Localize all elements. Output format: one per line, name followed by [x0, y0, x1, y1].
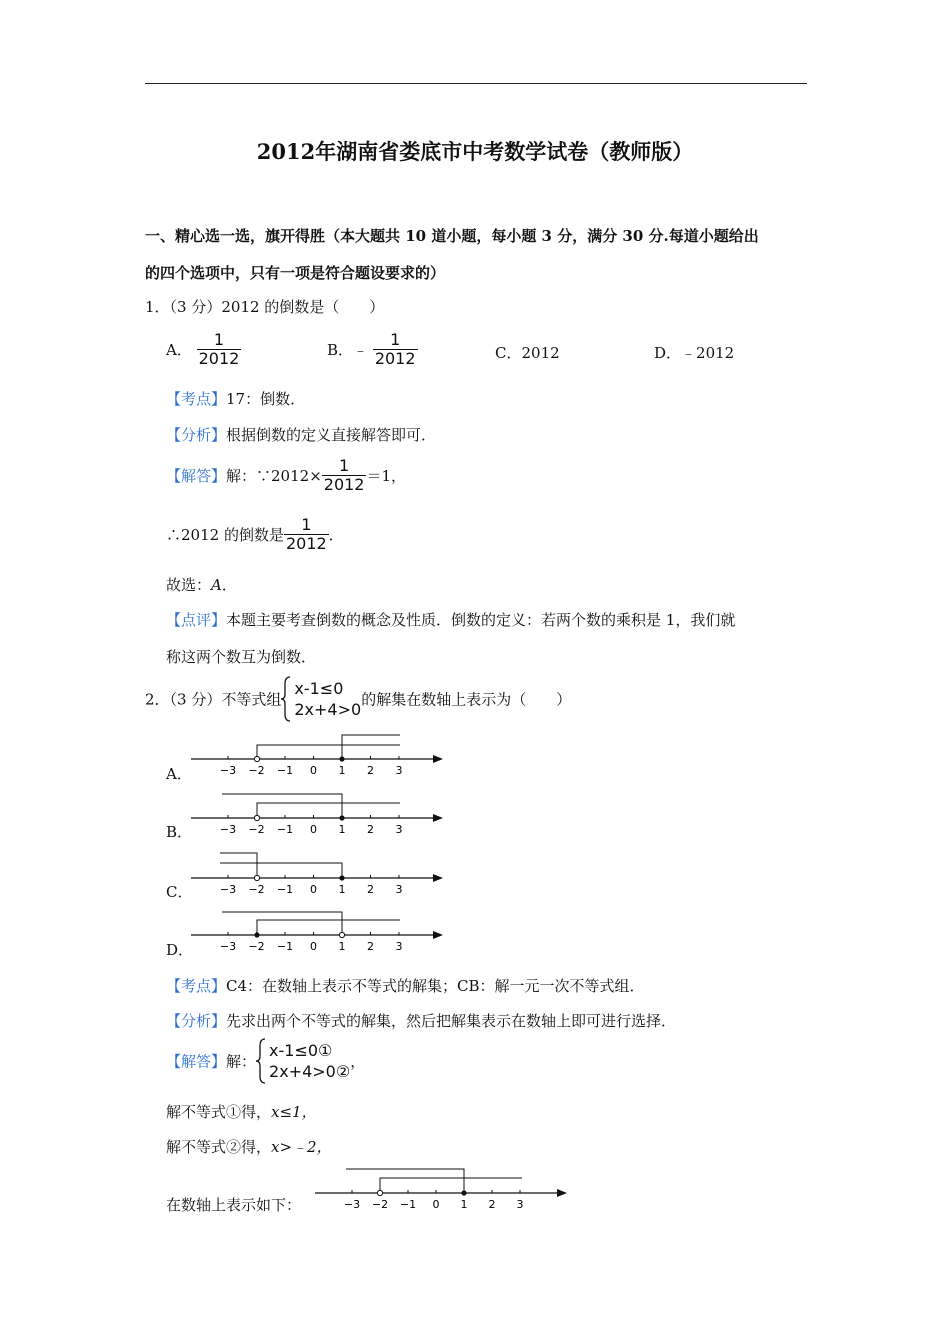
number-line-a — [186, 730, 448, 778]
q2-stem: 2．（3 分）不等式组 x-1≤0 2x+4>0 的解集在数轴上表示为（ ） — [145, 676, 571, 722]
number-line-solution — [310, 1164, 572, 1212]
tick-label: 0 — [310, 764, 317, 777]
page-title: 2012年湖南省娄底市中考数学试卷（教师版） — [256, 139, 694, 164]
tick-label: 0 — [310, 883, 317, 896]
section-heading-line1: 一、精心选一选，旗开得胜（本大题共 10 道小题，每小题 3 分，满分 30 分.每道小题给出 — [145, 227, 759, 245]
q2-step1: 解不等式①得，x≤1， — [166, 1103, 317, 1121]
section-heading-line2: 的四个选项中，只有一项是符合题设要求的） — [145, 264, 446, 282]
tick-label: −3 — [219, 883, 237, 896]
q1-option-a — [166, 331, 241, 368]
tick-label: 0 — [310, 940, 317, 953]
q2-option-c: C． — [166, 883, 193, 901]
q2-jieda: 【解答】解： x-1≤0① 2x+4>0② ， — [166, 1038, 365, 1084]
tick-label: −2 — [248, 883, 265, 896]
tick-label: −3 — [219, 940, 237, 953]
number-line-d — [186, 908, 448, 956]
q2-option-d: D． — [166, 941, 194, 959]
tick-label: −1 — [276, 764, 294, 777]
q2-solution-system: x-1≤0① 2x+4>0② — [256, 1038, 350, 1084]
tick-label: 2 — [367, 823, 374, 836]
tick-label: −3 — [219, 823, 237, 836]
tick-label: −1 — [276, 883, 294, 896]
tick-label: 2 — [367, 883, 374, 896]
tick-label: 3 — [395, 823, 403, 836]
q1-option-d: D．﹣2012 — [654, 344, 735, 362]
tick-label: −2 — [248, 764, 265, 777]
tick-label: 2 — [367, 764, 374, 777]
tick-label: 0 — [310, 823, 317, 836]
tick-label: −2 — [248, 823, 265, 836]
tick-label: −1 — [276, 823, 294, 836]
number-line-c — [186, 850, 448, 898]
q1-dianping-line1: 【点评】本题主要考查倒数的概念及性质．倒数的定义：若两个数的乘积是 1，我们就 — [166, 611, 736, 629]
tick-label: 1 — [338, 764, 346, 777]
tick-label: −1 — [276, 940, 294, 953]
tick-label: 2 — [367, 940, 374, 953]
number-line-b — [186, 790, 448, 838]
tick-label: 2 — [488, 1198, 496, 1211]
q2-fenxi: 【分析】先求出两个不等式的解集，然后把解集表示在数轴上即可进行选择． — [166, 1012, 677, 1030]
tick-label: 1 — [338, 823, 346, 836]
q1-option-b-label: B．﹣ — [327, 341, 369, 359]
tick-label: 3 — [395, 883, 403, 896]
tick-label: −3 — [219, 764, 237, 777]
tick-label: −2 — [248, 940, 265, 953]
tick-label: 3 — [395, 764, 403, 777]
q1-conclusion-fraction: $\frac{1}{2012}$ — [285, 515, 327, 553]
q2-final-text: 在数轴上表示如下： — [166, 1196, 302, 1214]
q2-option-a: A． — [166, 765, 192, 783]
q1-kaodian: 【考点】17：倒数． — [166, 390, 306, 408]
q1-option-c: C．2012 — [495, 344, 560, 362]
tick-label: −2 — [371, 1198, 389, 1211]
brace-icon — [256, 1038, 266, 1084]
tick-label: 1 — [338, 883, 346, 896]
tick-label: −3 — [343, 1198, 361, 1211]
tick-label: −1 — [399, 1198, 417, 1211]
tick-label: 3 — [516, 1198, 524, 1211]
top-rule — [145, 83, 807, 84]
q1-fenxi: 【分析】根据倒数的定义直接解答即可． — [166, 426, 437, 444]
q1-jieda: 【解答】解：∵2012× $\frac{1}{2012}$ ＝1， — [166, 456, 407, 494]
q1-jieda-fraction: $\frac{1}{2012}$ — [323, 456, 365, 494]
q2-inequality-system: x-1≤0 2x+4>0 — [281, 676, 361, 722]
q1-option-a-fraction: $\frac{1}{2012}$ — [198, 330, 240, 368]
tick-label: 1 — [460, 1198, 468, 1211]
q1-stem: 1．（3 分）2012 的倒数是（ ） — [145, 298, 385, 316]
tick-label: 1 — [338, 940, 346, 953]
q2-option-b: B． — [166, 823, 193, 841]
q1-dianping-line2: 称这两个数互为倒数． — [166, 648, 317, 666]
q1-option-a-label: A． — [166, 341, 192, 359]
tick-label: 3 — [395, 940, 403, 953]
q2-kaodian: 【考点】C4：在数轴上表示不等式的解集；CB：解一元一次不等式组． — [166, 977, 645, 995]
tick-label: 0 — [432, 1198, 440, 1211]
q1-option-b-fraction: $\frac{1}{2012}$ — [374, 330, 416, 368]
brace-icon — [281, 676, 291, 722]
q1-choose: 故选：A． — [166, 576, 237, 594]
q2-step2: 解不等式②得，x>﹣2， — [166, 1138, 332, 1156]
q1-option-b — [327, 331, 418, 368]
q1-conclusion: ∴2012 的倒数是 $\frac{1}{2012}$ ． — [166, 515, 344, 553]
